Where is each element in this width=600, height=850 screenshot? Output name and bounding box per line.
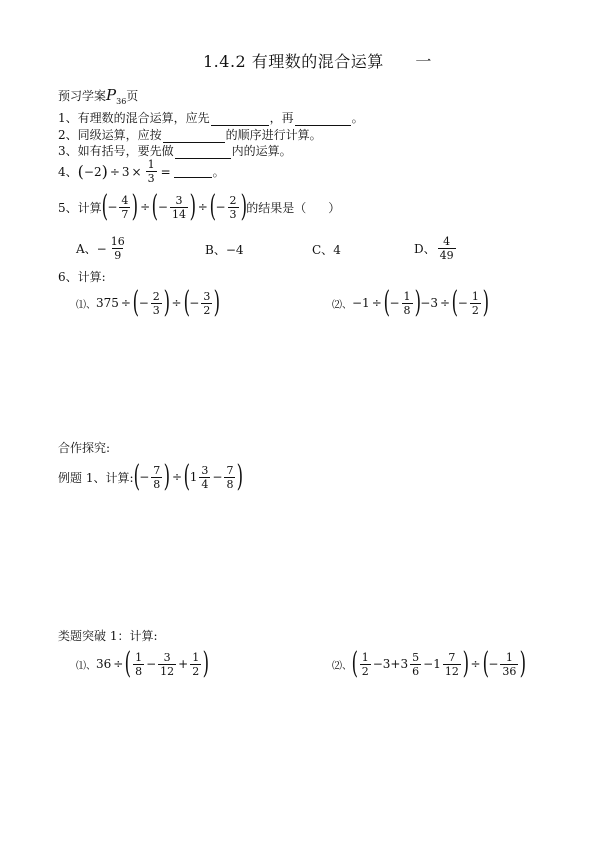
- ex1-c-den: 8: [226, 477, 234, 491]
- bt1-b-num: 3: [163, 650, 171, 664]
- bt1-c-den: 2: [192, 664, 200, 678]
- q6-1-a-num: 2: [152, 289, 160, 303]
- bt2-lparen-1: (: [351, 646, 359, 681]
- bt2-c-num: 7: [448, 650, 456, 664]
- q5-rparen-3: ): [240, 189, 247, 224]
- title-text: 1.4.2 有理数的混合运算: [203, 52, 384, 71]
- q5-minus-2: −: [157, 200, 168, 214]
- question-4: [58, 158, 225, 185]
- bt2-a-num: 1: [361, 650, 369, 664]
- q6-2-lparen-1: (: [383, 285, 390, 320]
- option-a-sign: −: [96, 241, 107, 256]
- q5-minus-1: −: [107, 200, 118, 214]
- bt1-frac-b: [158, 651, 176, 678]
- q3-end: 内的运算。: [231, 144, 292, 158]
- q6-part-1: [76, 285, 221, 320]
- q6-2-lead: −1: [352, 296, 370, 310]
- q6-2-minus-1: −: [389, 296, 400, 310]
- q1-mid: ，再: [269, 111, 294, 125]
- bt1-plus: +: [178, 657, 189, 671]
- question-3: [58, 142, 292, 159]
- q5-a-den: 7: [121, 207, 129, 221]
- bt1-b-den: 12: [160, 664, 175, 678]
- q6-2-b-num: 1: [471, 289, 479, 303]
- q4-times: ×: [131, 164, 142, 179]
- q6-1-number: 375: [96, 296, 119, 310]
- breakthrough-label: 类题突破 1：计算:: [58, 629, 158, 643]
- q1-prefix: 1、有理数的混合运算，应先: [58, 111, 210, 125]
- option-a[interactable]: [76, 235, 129, 262]
- q6-1-div-2: ÷: [171, 296, 182, 310]
- bt2-b-num: 5: [412, 650, 420, 664]
- bt1-number: 36: [96, 657, 112, 671]
- q6-1-div-1: ÷: [120, 296, 131, 310]
- bt2-index: ⑵、: [332, 660, 352, 672]
- q6-1-b-num: 3: [203, 289, 211, 303]
- bt2-frac-b: [410, 651, 421, 678]
- q4-num: 1: [147, 158, 155, 171]
- bt1-minus: −: [146, 657, 157, 671]
- page-title: [203, 49, 432, 72]
- bt2-a-den: 2: [361, 664, 369, 678]
- q4-blank[interactable]: [174, 165, 212, 178]
- q5-div-1: ÷: [140, 200, 151, 214]
- q6-2-mid: −3: [420, 296, 438, 310]
- preview-page: 页: [126, 89, 139, 103]
- ex1-rparen-1: ): [163, 459, 171, 494]
- q5-b-num: 3: [175, 193, 183, 207]
- q4-three: 3: [121, 164, 130, 179]
- title-suffix: 一: [415, 52, 432, 71]
- bt2-frac-c: [443, 651, 461, 678]
- preview-heading: [58, 86, 138, 106]
- q5-b-den: 14: [171, 207, 186, 221]
- ex1-a-den: 8: [153, 477, 161, 491]
- bt2-d-den: 36: [502, 664, 517, 678]
- ex1-b-den: 4: [201, 477, 209, 491]
- option-d[interactable]: [414, 235, 458, 262]
- q6-1-frac-b: [201, 290, 212, 317]
- q6-1-minus-2: −: [189, 296, 200, 310]
- option-a-fraction: [109, 235, 127, 262]
- bt1-lparen: (: [124, 646, 132, 681]
- ex1-lparen-2: (: [183, 459, 191, 494]
- q6-1-minus-1: −: [138, 296, 149, 310]
- bt1-a-num: 1: [135, 650, 143, 664]
- question-1: [58, 109, 364, 126]
- ex1-whole: 1: [189, 470, 198, 484]
- option-b-label: B、: [205, 243, 226, 257]
- ex1-b-num: 3: [201, 463, 209, 477]
- breakthrough-part-1: [76, 646, 210, 681]
- q6-2-a-num: 1: [403, 289, 411, 303]
- q6-label: 6、计算:: [58, 270, 106, 284]
- ex1-frac-b: [199, 464, 210, 491]
- bt2-minus-2: −: [488, 657, 499, 671]
- option-a-num: 16: [110, 235, 125, 248]
- example-1: [58, 459, 244, 494]
- q6-1-frac-a: [151, 290, 162, 317]
- q5-div-2: ÷: [197, 200, 208, 214]
- q4-lparen: (: [77, 162, 84, 181]
- q6-2-a-den: 8: [403, 303, 411, 317]
- q2-prefix: 2、同级运算，应按: [58, 128, 162, 142]
- q6-2-div-2: ÷: [439, 296, 451, 310]
- ex1-div: ÷: [172, 470, 183, 484]
- q5-close: ）: [328, 200, 341, 215]
- q5-suffix: 的结果是（: [246, 200, 307, 215]
- q1-blank-2[interactable]: [295, 113, 351, 126]
- q4-den: 3: [147, 172, 155, 185]
- option-c-label: C、: [312, 243, 334, 257]
- q5-lparen-1: (: [101, 189, 108, 224]
- q6-2-index: ⑵、: [332, 299, 352, 311]
- bt1-div: ÷: [113, 657, 124, 671]
- preview-label: 预习学案: [58, 89, 107, 103]
- q5-rparen-2: ): [189, 189, 197, 224]
- q6-1-lparen-1: (: [132, 285, 140, 320]
- bt1-rparen: ): [202, 646, 210, 681]
- bt2-whole-2: 1: [433, 657, 441, 671]
- bt2-minus: −: [423, 657, 434, 671]
- bt2-c-den: 12: [444, 664, 459, 678]
- question-5: [58, 189, 341, 224]
- q6-1-rparen-1: ): [163, 285, 170, 320]
- option-d-num: 4: [443, 235, 451, 248]
- q6-2-rparen-2: ): [482, 285, 489, 320]
- q4-neg2: −2: [83, 164, 102, 179]
- q5-lparen-3: (: [209, 189, 216, 224]
- bt1-index: ⑴、: [76, 660, 96, 672]
- ex1-minus-1: −: [139, 470, 150, 484]
- bt2-whole-1: 3: [400, 657, 409, 671]
- q6-2-div-1: ÷: [371, 296, 382, 310]
- q5-prefix: 5、计算: [58, 200, 102, 215]
- q4-fraction: [146, 158, 157, 185]
- q5-frac-c: [228, 194, 239, 221]
- q5-frac-b: [170, 194, 188, 221]
- ex1-minus-2: −: [212, 470, 223, 484]
- question-2: [58, 126, 322, 143]
- bt2-div: ÷: [470, 657, 481, 671]
- ex1-lparen-1: (: [133, 459, 140, 494]
- bt2-minus3: −3: [372, 657, 391, 671]
- q6-2-rparen-1: ): [414, 285, 421, 320]
- option-a-label: A、: [76, 242, 97, 256]
- ex1-frac-a: [151, 464, 162, 491]
- q6-part-2: [332, 285, 489, 320]
- q4-rparen: ): [101, 162, 108, 181]
- coop-heading: [58, 439, 110, 456]
- q5-frac-a: [119, 194, 130, 221]
- ex1-c-num: 7: [226, 463, 234, 477]
- q6-2-b-den: 2: [471, 303, 479, 317]
- bt2-rparen-1: ): [462, 646, 469, 681]
- bt2-frac-a: [360, 651, 371, 678]
- bt2-plus: +: [390, 657, 401, 671]
- bt2-frac-d: [500, 651, 518, 678]
- q6-1-index: ⑴、: [76, 299, 96, 311]
- question-6: [58, 268, 106, 285]
- ex1-frac-c: [224, 464, 235, 491]
- q4-div: ÷: [109, 164, 120, 179]
- q3-prefix: 3、如有括号，要先做: [58, 144, 174, 158]
- ex1-rparen-2: ): [237, 459, 244, 494]
- q4-end: 。: [212, 165, 225, 179]
- q5-lparen-2: (: [151, 189, 159, 224]
- coop-label: 合作探究:: [58, 441, 111, 455]
- option-c-value: 4: [333, 243, 341, 257]
- q1-blank-1[interactable]: [211, 113, 269, 126]
- ex1-a-num: 7: [153, 463, 161, 477]
- q1-end: 。: [351, 111, 364, 125]
- bt2-lparen-2: (: [482, 646, 489, 681]
- q4-eq: =: [160, 164, 171, 179]
- q5-c-den: 3: [229, 207, 237, 221]
- q5-c-num: 2: [229, 193, 237, 207]
- bt1-c-num: 1: [192, 650, 200, 664]
- bt2-d-num: 1: [505, 650, 513, 664]
- bt1-frac-c: [190, 651, 201, 678]
- breakthrough-part-2: [332, 646, 527, 681]
- q6-2-lparen-2: (: [451, 285, 459, 320]
- q6-2-frac-b: [470, 290, 481, 317]
- ex1-label: 例题 1、计算:: [58, 470, 134, 485]
- preview-p: P: [106, 86, 117, 104]
- bt1-frac-a: [133, 651, 144, 678]
- option-c[interactable]: [312, 241, 341, 258]
- bt2-b-den: 6: [412, 664, 420, 678]
- option-a-den: 9: [114, 249, 122, 262]
- option-d-fraction: [438, 235, 456, 262]
- q6-1-rparen-2: ): [213, 285, 221, 320]
- q6-1-b-den: 2: [203, 303, 211, 317]
- q5-rparen-1: ): [132, 189, 139, 224]
- q6-1-lparen-2: (: [183, 285, 190, 320]
- bt2-rparen-2: ): [520, 646, 527, 681]
- bt1-a-den: 8: [135, 664, 143, 678]
- preview-p-sub: 36: [116, 97, 127, 106]
- q2-end: 的顺序进行计算。: [225, 128, 322, 142]
- option-d-label: D、: [414, 242, 436, 256]
- q5-minus-3: −: [215, 200, 226, 214]
- q6-1-a-den: 3: [152, 303, 160, 317]
- q6-2-frac-a: [402, 290, 413, 317]
- option-b-value: −4: [225, 243, 244, 257]
- q6-2-minus-2: −: [457, 296, 468, 310]
- option-d-den: 49: [439, 249, 454, 262]
- q5-a-num: 4: [121, 193, 129, 207]
- breakthrough-heading: [58, 627, 158, 644]
- option-b[interactable]: [205, 241, 244, 258]
- q4-prefix: 4、: [58, 165, 78, 179]
